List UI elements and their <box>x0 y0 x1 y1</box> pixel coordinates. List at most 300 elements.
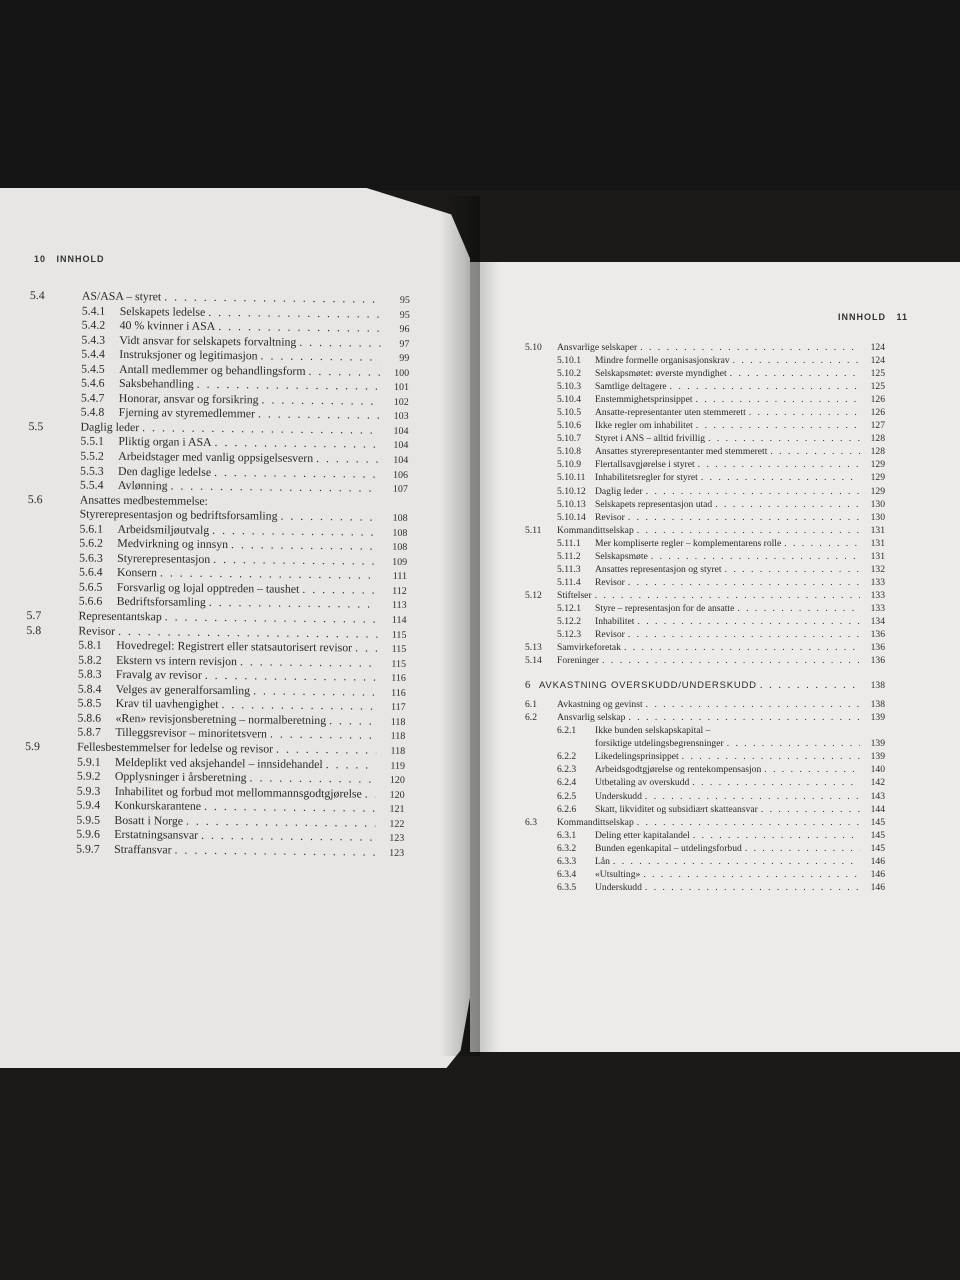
toc-entry-title: Inhabilitetsregler for styret <box>595 472 698 484</box>
toc-entry-number: 5.6.6 <box>78 594 103 609</box>
leader-dots <box>637 616 860 627</box>
leader-dots <box>696 420 860 431</box>
toc-entry <box>525 616 885 629</box>
toc-entry-title: Fjerning av styremedlemmer <box>118 405 256 421</box>
leader-dots <box>637 525 860 536</box>
toc-entry-page: 134 <box>870 615 885 627</box>
toc-entry-number: 5.10.2 <box>557 368 581 380</box>
leader-dots <box>730 368 860 379</box>
toc-entry-title: Velges av generalforsamling <box>115 681 251 698</box>
toc-entry <box>525 394 885 407</box>
toc-entry-number: 5.10.4 <box>557 394 581 406</box>
toc-entry-number: 5.12.3 <box>557 629 581 641</box>
toc-entry-title: Flertallsavgjørelse i styret <box>595 459 695 471</box>
toc-entry <box>525 603 885 616</box>
toc-entry <box>525 486 885 499</box>
leader-dots <box>174 842 375 859</box>
toc-entry <box>525 459 885 472</box>
toc-entry-page: 145 <box>870 816 885 828</box>
toc-entry-number: 5.6.1 <box>79 521 104 536</box>
toc-entry-title: forsiktige utdelingsbegrensninger <box>595 738 724 750</box>
toc-entry <box>525 577 885 590</box>
toc-entry-page: 116 <box>391 673 406 685</box>
toc-entry-page: 130 <box>870 498 885 510</box>
leader-dots <box>715 499 860 510</box>
toc-entry-title: Mer kompliserte regler – komplementarens rolle <box>595 537 782 549</box>
toc-entry <box>525 420 885 433</box>
toc-entry-number: 5.4.7 <box>80 390 105 405</box>
toc-entry-page: 107 <box>392 483 408 496</box>
toc-entry-number: 5.12.1 <box>557 602 581 614</box>
leader-dots <box>701 472 860 483</box>
toc-entry-title: Samvirkeforetak <box>557 642 621 654</box>
leader-dots <box>329 713 376 728</box>
toc-entry-number: 5.4.3 <box>81 332 106 347</box>
toc-entry <box>525 446 885 459</box>
toc-entry <box>525 725 885 738</box>
toc-entry-title: Kommandittselskap <box>557 816 634 828</box>
toc-entry-number: 5.11 <box>525 524 542 536</box>
toc-entry-title: Kommandittselskap <box>557 524 634 536</box>
leader-dots <box>651 551 860 562</box>
toc-entry-title: Fravalg av revisor <box>115 667 202 683</box>
toc-entry-number: 5.7 <box>26 608 42 623</box>
leader-dots <box>693 830 860 841</box>
toc-entry <box>525 777 885 790</box>
toc-entry-title: Konsern <box>116 565 158 580</box>
toc-entry-number: 5.4.5 <box>81 361 105 376</box>
leader-dots <box>696 394 860 405</box>
toc-entry-title: Ekstern vs intern revisjon <box>116 652 238 668</box>
toc-entry-title: Underskudd <box>595 881 642 893</box>
toc-entry-title: Representantskap <box>78 608 162 624</box>
left-page-number: 10 <box>34 254 47 264</box>
toc-entry-number: 5.5.2 <box>80 448 104 463</box>
toc-entry-number: 5.9.3 <box>76 783 101 798</box>
toc-entry-page: 136 <box>870 655 885 667</box>
toc-entry-number: 5.9.5 <box>76 812 101 827</box>
leader-dots <box>645 882 860 893</box>
leader-dots <box>749 407 860 418</box>
leader-dots <box>760 680 860 691</box>
toc-entry-title: Antall medlemmer og behandlingsform <box>119 361 306 378</box>
toc-entry-number: 5.8.2 <box>78 652 102 667</box>
toc-entry-page: 102 <box>393 396 409 408</box>
toc-entry-title: Foreninger <box>557 655 600 667</box>
toc-entry-number: 5.9.1 <box>76 754 101 769</box>
toc-entry <box>525 499 885 512</box>
toc-entry-page: 118 <box>390 745 406 757</box>
toc-entry-page: 126 <box>870 394 885 406</box>
toc-entry-page: 115 <box>391 658 407 670</box>
leader-dots <box>646 699 860 710</box>
toc-entry-page: 131 <box>870 550 885 562</box>
toc-entry <box>525 791 885 804</box>
toc-entry-number: 5.9 <box>25 738 41 754</box>
toc-entry-title: AVKASTNING OVERSKUDD/UNDERSKUDD <box>539 680 757 692</box>
leader-dots <box>643 869 860 880</box>
toc-entry-page: 125 <box>870 381 885 393</box>
leader-dots <box>280 509 378 525</box>
toc-entry-number: 6.1 <box>525 699 537 711</box>
toc-entry-title: Forsvarlig og lojal opptreden – taushet <box>116 579 300 596</box>
toc-entry <box>525 738 885 751</box>
left-page-header <box>34 254 105 264</box>
leader-dots <box>708 433 860 444</box>
toc-entry-title: Inhabilitet og forbud mot mellommannsgodtgjørelse <box>114 783 362 801</box>
leader-dots <box>725 564 860 575</box>
toc-entry-page: 129 <box>870 472 885 484</box>
toc-entry-page: 96 <box>399 323 410 336</box>
toc-entry-title: Ansattes medbestemmelse: <box>79 492 208 508</box>
toc-entry-page: 138 <box>870 699 885 711</box>
leader-dots <box>308 364 380 380</box>
toc-entry <box>525 856 885 869</box>
toc-entry-page: 100 <box>394 367 410 379</box>
toc-entry-number: 5.8 <box>26 622 42 637</box>
toc-entry <box>525 804 885 817</box>
leader-dots <box>698 459 860 470</box>
toc-entry-page: 139 <box>870 751 885 763</box>
toc-entry-number: 5.8.5 <box>77 695 102 711</box>
toc-entry-title: Selskapets ledelse <box>119 303 206 319</box>
toc-entry <box>525 551 885 564</box>
toc-entry-page: 112 <box>392 585 407 597</box>
toc-entry <box>525 751 885 764</box>
toc-entry-page: 132 <box>870 563 885 575</box>
toc-entry-page: 114 <box>391 614 407 626</box>
toc-entry-number: 6.2.5 <box>557 790 577 802</box>
toc-entry-page: 128 <box>870 433 885 445</box>
toc-entry-title: Erstatningsansvar <box>114 827 199 843</box>
leader-dots <box>770 446 860 457</box>
toc-entry-number: 6.3 <box>525 816 537 828</box>
toc-entry-title: Konkurskarantene <box>114 798 202 813</box>
toc-entry-page: 133 <box>870 576 885 588</box>
toc-entry-page: 124 <box>870 342 885 353</box>
toc-entry-page: 131 <box>870 537 885 549</box>
toc-entry <box>525 433 885 446</box>
toc-entry-title: 40 % kvinner i ASA <box>119 318 216 334</box>
left-toc <box>24 288 410 859</box>
toc-entry-title: Ansattes representasjon og styret <box>595 563 722 575</box>
toc-entry-number: 5.10.1 <box>557 355 581 367</box>
toc-entry-number: 5.13 <box>525 642 542 654</box>
toc-entry-page: 104 <box>393 440 409 452</box>
toc-entry-number: 5.8.6 <box>77 710 102 725</box>
toc-entry-page: 125 <box>870 368 885 380</box>
toc-entry-title: Utbetaling av overskudd <box>595 777 690 789</box>
toc-entry-title: Styrerepresentasjon og bedriftsforsamling <box>79 506 278 523</box>
toc-entry-number: 6.2.3 <box>557 764 577 776</box>
toc-entry-page: 121 <box>389 803 405 816</box>
leader-dots <box>727 738 860 749</box>
toc-entry <box>525 699 885 712</box>
toc-entry-title: Ansvarlig selskap <box>557 712 626 724</box>
toc-entry <box>525 381 885 394</box>
toc-entry-number: 5.10.3 <box>557 381 581 393</box>
toc-entry <box>525 564 885 577</box>
toc-entry-number: 5.6.2 <box>79 535 103 551</box>
toc-entry-title: Fellesbestemmelser for ledelse og revisor <box>77 739 274 756</box>
toc-entry <box>525 525 885 538</box>
toc-entry-title: «Ren» revisjonsberetning – normalberetning <box>115 710 327 727</box>
toc-entry-page: 142 <box>870 777 885 789</box>
toc-entry-page: 123 <box>389 847 405 859</box>
toc-entry-title: Likedelingsprinsippet <box>595 751 679 763</box>
toc-entry-number: 6.3.5 <box>557 881 577 893</box>
toc-entry-number: 6.2 <box>525 712 537 724</box>
toc-entry <box>525 655 885 668</box>
toc-entry-title: Honorar, ansvar og forsikring <box>118 390 259 407</box>
toc-entry-title: Arbeidsmiljøutvalg <box>117 521 210 537</box>
toc-entry-title: Den daglige ledelse <box>118 463 212 479</box>
toc-entry-title: Meldeplikt ved aksjehandel – innsidehandel <box>114 754 323 771</box>
toc-entry <box>525 342 885 355</box>
toc-entry-page: 145 <box>870 842 885 854</box>
toc-entry-page: 127 <box>870 420 885 432</box>
toc-entry-title: Underskudd <box>595 790 642 802</box>
toc-entry-title: Pliktig organ i ASA <box>118 434 212 450</box>
toc-entry-title: Stiftelser <box>557 589 592 601</box>
leader-dots <box>692 777 860 788</box>
toc-entry-page: 118 <box>390 731 406 743</box>
toc-entry-title: Hovedregel: Registrert eller statsautorisert revisor <box>116 638 353 655</box>
toc-entry-page: 103 <box>393 411 409 423</box>
toc-entry-number: 5.8.3 <box>77 666 102 681</box>
leader-dots <box>761 804 860 815</box>
toc-entry-number: 5.9.2 <box>76 768 101 783</box>
toc-entry-page: 101 <box>393 382 410 394</box>
leader-dots <box>270 727 377 743</box>
toc-entry-number: 6.2.1 <box>557 725 577 737</box>
toc-entry-page: 129 <box>870 485 885 497</box>
leader-dots <box>624 642 860 653</box>
toc-entry-title: Arbeidsgodtgjørelse og rentekompensasjon <box>595 764 762 776</box>
toc-entry-number: 5.10.14 <box>557 511 586 523</box>
toc-entry-title: Styrerepresentasjon <box>117 550 211 566</box>
toc-entry-number <box>28 517 80 518</box>
toc-entry-page: 116 <box>391 687 406 699</box>
toc-entry-page: 126 <box>870 407 885 419</box>
toc-entry-number: 5.5.4 <box>79 477 104 492</box>
toc-entry-title: Skatt, likviditet og subsidiært skatteansvar <box>595 803 758 815</box>
toc-entry-page: 145 <box>870 829 885 841</box>
toc-entry-title: Bunden egenkapital – utdelingsforbud <box>595 842 742 854</box>
right-header-title: INNHOLD <box>838 312 886 322</box>
toc-entry-title: Selskapsmøtet: øverste myndighet <box>595 368 727 380</box>
toc-entry-page: 136 <box>870 642 885 654</box>
toc-entry-page: 97 <box>399 338 410 350</box>
toc-entry-number: 5.11.2 <box>557 550 581 562</box>
toc-entry-title: Deling etter kapitalandel <box>595 829 690 841</box>
toc-entry-title: Inhabilitet <box>595 615 635 627</box>
toc-entry-number: 5.8.7 <box>77 724 102 740</box>
toc-entry-title: Revisor <box>595 629 625 641</box>
toc-entry <box>525 843 885 856</box>
toc-entry-number: 5.11.1 <box>557 537 581 549</box>
toc-entry-number: 5.4.4 <box>81 346 105 361</box>
toc-entry-title: Bedriftsforsamling <box>116 594 206 610</box>
toc-entry-page: 123 <box>389 833 405 845</box>
toc-entry-page: 106 <box>393 469 409 481</box>
toc-entry-number: 5.10.7 <box>557 433 581 445</box>
toc-entry-number: 5.6.3 <box>79 550 103 565</box>
leader-dots <box>628 512 860 523</box>
toc-entry-title: Saksbehandling <box>118 376 194 392</box>
toc-entry-number: 5.4.6 <box>80 375 105 391</box>
toc-entry-number: 6.2.2 <box>557 751 577 763</box>
toc-entry-number: 5.8.4 <box>77 681 102 696</box>
leader-dots <box>355 641 377 656</box>
toc-entry-page: 124 <box>870 355 885 367</box>
toc-entry-page: 131 <box>870 524 885 536</box>
toc-entry-number: 5.5.3 <box>80 463 104 478</box>
toc-entry-page: 120 <box>389 774 405 786</box>
toc-entry-page: 115 <box>391 643 407 656</box>
toc-entry-page: 144 <box>870 803 885 815</box>
toc-entry-page: 120 <box>389 789 405 801</box>
toc-entry-number: 6 <box>525 680 531 692</box>
toc-entry-page: 138 <box>870 680 885 692</box>
toc-entry-page: 113 <box>391 600 407 612</box>
toc-entry <box>525 512 885 525</box>
leader-dots <box>645 791 860 802</box>
toc-entry-number: 5.10.9 <box>557 459 581 471</box>
toc-entry-page: 115 <box>391 629 407 641</box>
toc-entry-number: 5.6.5 <box>78 579 103 594</box>
leader-dots <box>764 764 860 775</box>
leader-dots <box>613 856 860 867</box>
toc-entry-page: 122 <box>389 818 405 830</box>
toc-entry-page: 95 <box>399 294 410 306</box>
toc-entry-number: 5.11.3 <box>557 563 581 575</box>
toc-entry-number: 5.10.13 <box>557 498 586 510</box>
leader-dots <box>602 655 860 666</box>
leader-dots <box>326 757 376 773</box>
toc-entry-number: 5.8.1 <box>78 637 102 652</box>
toc-entry-number: 5.10.6 <box>557 420 581 432</box>
toc-entry-title: Ikke regler om inhabilitet <box>595 420 693 432</box>
toc-entry-number: 5.11.4 <box>557 576 581 588</box>
toc-entry-page: 143 <box>870 790 885 802</box>
leader-dots <box>628 577 860 588</box>
toc-entry-title: Selskapets representasjon utad <box>595 498 713 510</box>
toc-entry-page: 128 <box>870 446 885 458</box>
spine-shadow <box>470 262 500 1052</box>
toc-entry-number: 5.6 <box>27 491 43 506</box>
toc-entry-title: Mindre formelle organisasjonskrav <box>595 355 730 367</box>
toc-entry-title: Ansattes styrerepresentanter med stemmerett <box>595 446 768 458</box>
toc-entry-number: 5.10.11 <box>557 472 586 484</box>
right-toc <box>525 342 885 895</box>
toc-entry-page: 108 <box>392 527 408 539</box>
toc-entry-page: 108 <box>392 513 408 525</box>
toc-entry-number: 5.4.1 <box>81 303 106 318</box>
toc-entry-title: Opplysninger i årsberetning <box>114 768 247 785</box>
toc-entry-number: 5.5 <box>28 418 44 434</box>
toc-entry <box>525 817 885 830</box>
toc-entry <box>525 629 885 642</box>
toc-entry-title: Styret i ANS – alltid frivillig <box>595 433 706 445</box>
toc-entry-page: 133 <box>870 602 885 614</box>
leader-dots <box>737 603 860 614</box>
leader-dots <box>628 629 860 640</box>
leader-dots <box>682 751 860 762</box>
toc-entry-number: 6.3.1 <box>557 829 577 841</box>
toc-entry-title: Vidt ansvar for selskapets forvaltning <box>119 332 297 349</box>
toc-entry <box>525 869 885 882</box>
toc-entry-number: 5.4 <box>29 288 45 303</box>
leader-dots <box>276 742 376 758</box>
leader-dots <box>365 786 376 801</box>
toc-entry-number: 6.2.4 <box>557 777 577 789</box>
background-surface <box>0 0 960 190</box>
toc-entry-page: 109 <box>392 556 408 568</box>
toc-entry-page: 104 <box>393 454 409 466</box>
toc-entry-number: 6.3.2 <box>557 842 577 854</box>
toc-entry-number: 5.12 <box>525 589 542 601</box>
toc-entry <box>525 712 885 725</box>
toc-entry <box>525 407 885 420</box>
toc-entry-page: 139 <box>870 738 885 750</box>
toc-entry-page: 140 <box>870 764 885 776</box>
toc-entry-title: Ikke bunden selskapskapital – <box>595 725 711 737</box>
toc-entry <box>525 472 885 485</box>
toc-entry-title: Revisor <box>78 623 116 638</box>
leader-dots <box>628 712 860 723</box>
leader-dots <box>745 843 860 854</box>
toc-entry-number: 5.10.8 <box>557 446 581 458</box>
toc-entry <box>525 368 885 381</box>
toc-entry-page: 118 <box>390 716 406 728</box>
toc-entry-page: 130 <box>870 511 885 523</box>
toc-entry-page: 133 <box>870 589 885 601</box>
right-page-number: 11 <box>896 312 909 322</box>
toc-entry-number: 6.2.6 <box>557 803 577 815</box>
toc-entry-title: Ansatte-representanter uten stemmerett <box>595 407 746 419</box>
leader-dots <box>784 538 860 549</box>
toc-entry <box>525 830 885 843</box>
toc-entry-number: 5.10.5 <box>557 407 581 419</box>
toc-entry-title: Samtlige deltagere <box>595 381 667 393</box>
leader-dots <box>595 590 860 601</box>
toc-entry-number: 5.5.1 <box>80 434 105 449</box>
leader-dots <box>640 342 860 353</box>
toc-entry-page: 108 <box>392 542 408 554</box>
toc-entry-title: AS/ASA – styret <box>81 288 162 304</box>
toc-entry-page: 146 <box>870 855 885 867</box>
toc-entry-title: Selskapsmøte <box>595 550 648 562</box>
toc-entry-number: 5.9.6 <box>76 826 100 841</box>
toc-entry-number: 5.9.7 <box>76 841 100 856</box>
toc-entry-number: 6.3.4 <box>557 868 577 880</box>
leader-dots <box>733 355 860 366</box>
toc-entry-title: Enstemmighetsprinsippet <box>595 394 693 406</box>
toc-entry-number: 5.12.2 <box>557 615 581 627</box>
left-header-title: INNHOLD <box>56 254 105 264</box>
toc-entry-number: 6.3.3 <box>557 855 577 867</box>
leader-dots <box>646 486 860 497</box>
toc-entry-page: 111 <box>392 571 408 583</box>
toc-entry-title: «Utsulting» <box>595 868 641 880</box>
toc-entry <box>525 764 885 777</box>
leader-dots <box>302 582 378 598</box>
toc-entry <box>525 538 885 551</box>
toc-entry-title: Tilleggsrevisor – minoritetsvern <box>115 725 268 741</box>
toc-entry-page: 119 <box>390 760 406 772</box>
toc-entry-page: 136 <box>870 629 885 641</box>
